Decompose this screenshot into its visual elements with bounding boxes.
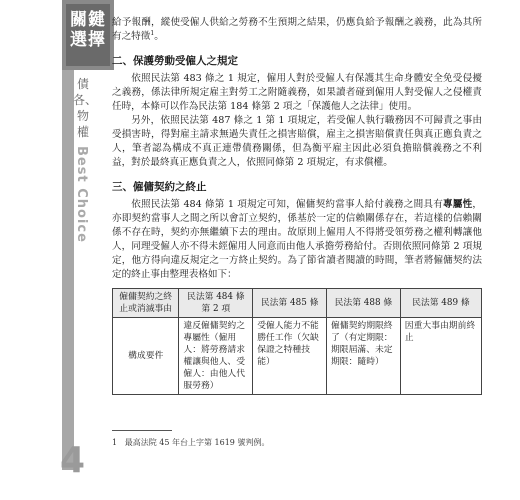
chapter-banner xyxy=(62,0,114,70)
section3-emphasis: 專屬性 xyxy=(443,199,473,210)
series-label: Best Choice xyxy=(74,146,89,243)
footnote-text: 最高法院 45 年台上字第 1619 號判例。 xyxy=(124,438,270,447)
table-cell: 違反僱傭契約之專屬性（僱用人：將勞務請求權讓與他人、受僱人：由他人代服勞務） xyxy=(179,318,253,395)
intro-end: 。 xyxy=(154,31,164,42)
termination-table xyxy=(112,288,482,395)
table-cell: 因重大事由期前終止 xyxy=(400,318,481,395)
footnote xyxy=(112,437,269,448)
section2-paragraph-1: 依照民法第 483 條之 1 規定，僱用人對於受僱人有保護其生命身體安全免受侵擾之義務，係法律所規定雇主對勞工之附隨義務，如果讀者碰到僱用人對受僱人之侵權責任時，本條可以作為民法第 184 條第 2 項之「保護他人之法律」使用。 xyxy=(112,73,482,112)
table-row-label: 構成要件 xyxy=(113,318,179,395)
section2-heading: 二、保護勞動受僱人之規定 xyxy=(112,55,238,67)
banner-line1: 關鍵 xyxy=(70,10,106,30)
table-header: 民法第 485 條 xyxy=(253,289,327,318)
table-header: 民法第 488 條 xyxy=(327,289,401,318)
section3-text-pre: 依照民法第 484 條第 1 項規定可知，僱傭契約當事人給付義務之間具有 xyxy=(131,199,443,210)
main-content xyxy=(112,16,482,395)
intro-text: 給予報酬，縱使受僱人供給之勞務不生預期之結果，仍應負給予報酬之義務，此為其所有之特徵 xyxy=(112,17,482,42)
sidebar xyxy=(0,0,106,500)
banner-line2: 選擇 xyxy=(70,30,106,50)
table-cell: 受僱人能力不能勝任工作（欠缺保證之特種技能） xyxy=(253,318,327,395)
footnote-ref: 1 xyxy=(150,29,155,37)
intro-paragraph xyxy=(112,16,482,44)
table-cell: 僱傭契約期限終了（有定期限：期限屆滿、未定期限：隨時） xyxy=(327,318,401,395)
section2-paragraph-2: 另外，依照民法第 487 條之 1 第 1 項規定，若受僱人執行職務因不可歸責之事由受損害時，得對雇主請求無過失責任之損害賠償，雇主之損害賠償責任與真正應負責之人，筆者認為構成不真正連帶債務關係，但為衡平雇主因此必須負擔賠償義務之不利益，對於最終真正應負責之人，依照同條第 2 項規定，有求償權。 xyxy=(112,115,482,168)
chapter-banner-title xyxy=(62,10,114,50)
table-row xyxy=(113,318,482,395)
section3-heading: 三、僱傭契約之終止 xyxy=(112,181,207,193)
table-header-row xyxy=(113,289,482,318)
footnote-divider xyxy=(112,430,172,431)
category-label: 債各、物權 xyxy=(73,77,98,139)
table-header: 僱傭契約之終止或消滅事由 xyxy=(113,289,179,318)
section3-text-post: ，亦即契約當事人之間之所以會訂立契約，係基於一定的信賴關係存在，若這樣的信賴關係不存在時，契約亦無繼續下去的理由。故原則上僱用人不得將受領勞務之權利轉讓他人，同理受僱人亦不得未經僱用人同意而由他人承擔勞務給付。否則依照同條第 2 項規定，他方得向違反規定之一方終止契約。為了節省讀者閱讀的時間，筆者將僱傭契約法定的終止事由整理表格如下： xyxy=(112,199,482,280)
footnote-number: 1 xyxy=(112,438,118,447)
page-number: 4 xyxy=(60,440,86,481)
section3-paragraph xyxy=(112,198,482,282)
table-header: 民法第 484 條第 2 項 xyxy=(179,289,253,318)
table-header: 民法第 489 條 xyxy=(400,289,481,318)
